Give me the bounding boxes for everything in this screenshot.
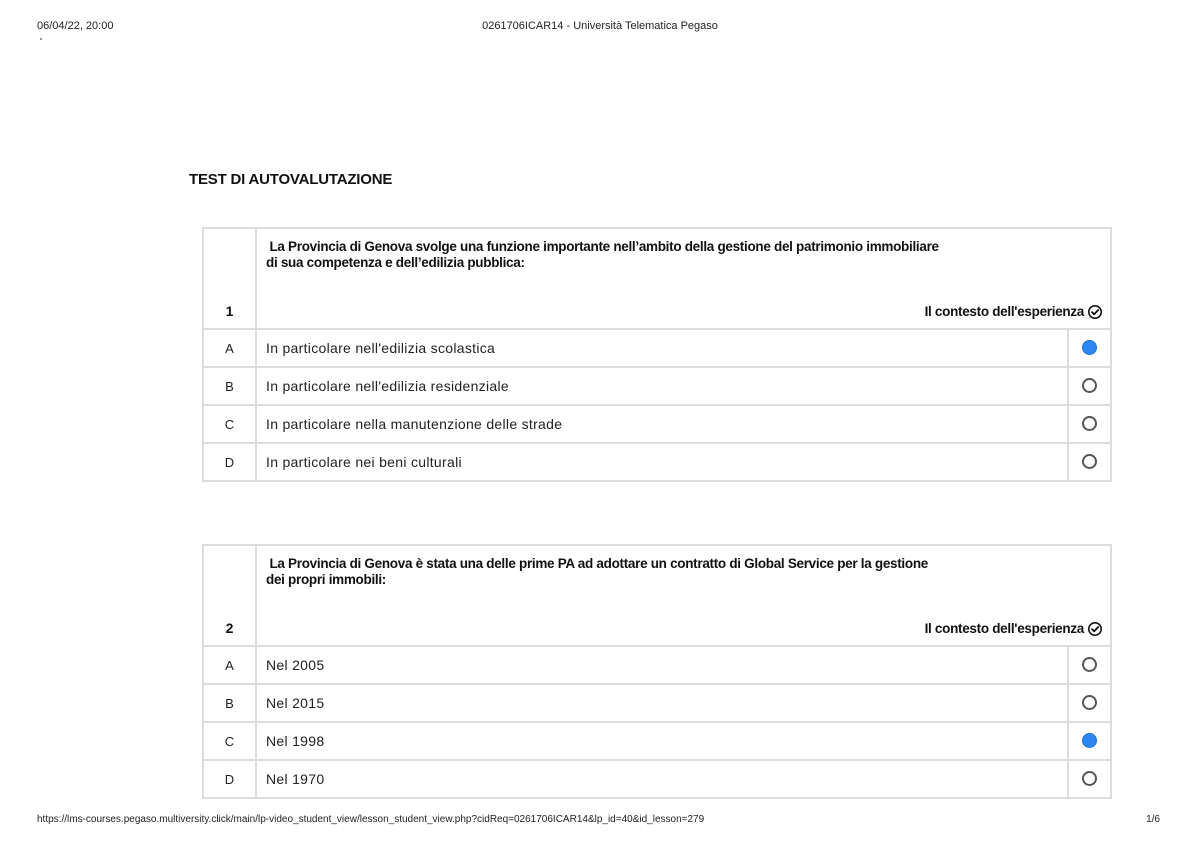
section-label (925, 304, 1102, 319)
radio-icon-selected[interactable] (1082, 733, 1097, 748)
question-table-1 (202, 227, 1112, 482)
radio-icon[interactable] (1082, 695, 1097, 710)
question-header-row (203, 228, 1111, 329)
answer-text: Nel 1998 (256, 722, 1068, 760)
answer-text: Nel 1970 (256, 760, 1068, 798)
answer-text: In particolare nella manutenzione delle strade (256, 405, 1068, 443)
answer-text: In particolare nell'edilizia residenziale (256, 367, 1068, 405)
answer-row[interactable] (203, 722, 1111, 760)
section-label-text: Il contesto dell'esperienza (924, 621, 1084, 636)
answer-letter: B (203, 367, 256, 405)
answer-row[interactable] (203, 405, 1111, 443)
print-footer-url: https://lms-courses.pegaso.multiversity.click/main/lp-video_student_view/lesson_student_view.php?cidReq=0261706ICAR14&lp_id=40&id_lesson=279 (37, 814, 705, 825)
section-label-text: Il contesto dell'esperienza (924, 304, 1084, 319)
answer-letter: A (203, 329, 256, 367)
radio-icon[interactable] (1082, 657, 1097, 672)
page-title: TEST DI AUTOVALUTAZIONE (189, 171, 393, 188)
radio-icon-selected[interactable] (1082, 340, 1097, 355)
radio-icon[interactable] (1082, 416, 1097, 431)
question-table-2 (202, 544, 1112, 799)
radio-icon[interactable] (1082, 378, 1097, 393)
question-text: La Provincia di Genova è stata una delle prime PA ad adottare un contratto di Global Service per la gestione dei propri immobili: (266, 556, 928, 587)
question-header-row (203, 545, 1111, 646)
question-text: La Provincia di Genova svolge una funzione importante nell’ambito della gestione del patrimonio immobiliare di sua competenza e dell’edilizia pubblica: (266, 239, 939, 270)
answer-letter: D (203, 443, 256, 481)
answer-row[interactable] (203, 329, 1111, 367)
question-cell (256, 228, 1111, 329)
answer-row[interactable] (203, 760, 1111, 798)
answer-text: In particolare nell'edilizia scolastica (256, 329, 1068, 367)
answer-row[interactable] (203, 443, 1111, 481)
question-number: 1 (203, 228, 256, 329)
answer-letter: D (203, 760, 256, 798)
radio-icon[interactable] (1082, 771, 1097, 786)
check-circle-icon (1088, 622, 1102, 636)
print-datetime: 06/04/22, 20:00 (37, 20, 114, 32)
answer-text: Nel 2005 (256, 646, 1068, 684)
radio-icon[interactable] (1082, 454, 1097, 469)
print-doc-title: 0261706ICAR14 - Università Telematica Pegaso (482, 20, 718, 32)
question-cell (256, 545, 1111, 646)
answer-text: Nel 2015 (256, 684, 1068, 722)
answer-row[interactable] (203, 646, 1111, 684)
answer-letter: A (203, 646, 256, 684)
answer-letter: C (203, 722, 256, 760)
answer-letter: C (203, 405, 256, 443)
header-dot (40, 38, 42, 40)
section-label (925, 621, 1102, 636)
answer-text: In particolare nei beni culturali (256, 443, 1068, 481)
question-number: 2 (203, 545, 256, 646)
check-circle-icon (1088, 305, 1102, 319)
print-page-number: 1/6 (1146, 814, 1160, 825)
answer-letter: B (203, 684, 256, 722)
answer-row[interactable] (203, 684, 1111, 722)
answer-row[interactable] (203, 367, 1111, 405)
